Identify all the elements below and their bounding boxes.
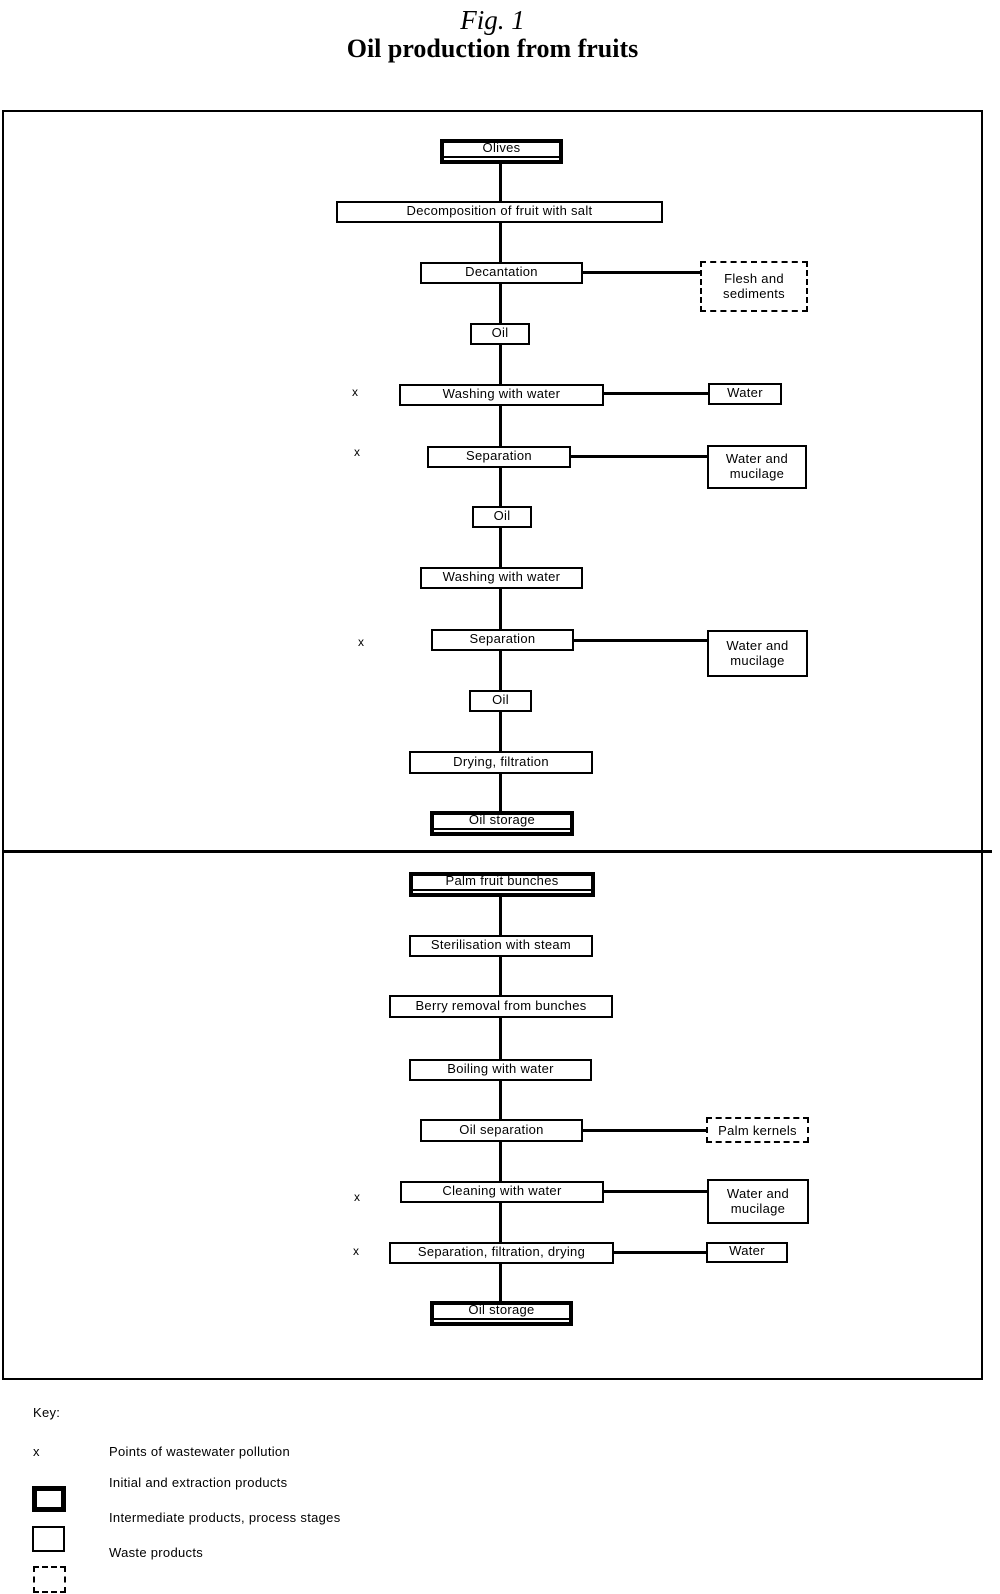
connector [499, 406, 502, 446]
node-drying-filtration: Drying, filtration [409, 751, 593, 774]
thin-box-icon [32, 1526, 65, 1552]
connector [499, 1081, 502, 1119]
figure-title: Oil production from fruits [346, 34, 639, 64]
node-separation-filtration-drying: Separation, filtration, drying [389, 1242, 614, 1264]
node-oil-3: Oil [469, 690, 532, 712]
connector [499, 589, 502, 629]
figure-label: Fig. 1 [460, 5, 525, 35]
pollution-marker: x [354, 445, 360, 459]
node-sterilisation: Sterilisation with steam [409, 935, 593, 957]
connector [499, 1018, 502, 1059]
connector [499, 284, 502, 323]
node-water-palm: Water [706, 1242, 788, 1263]
node-oil-separation: Oil separation [420, 1119, 583, 1142]
connector [499, 223, 502, 262]
node-water-olive: Water [708, 383, 782, 405]
node-separation-2: Separation [431, 629, 574, 651]
connector [499, 774, 502, 811]
title-block [0, 6, 985, 64]
pollution-marker: x [354, 1190, 360, 1204]
connector [499, 1264, 502, 1301]
connector [499, 651, 502, 690]
connector [571, 455, 707, 458]
node-oil-storage-palm: Oil storage [430, 1301, 573, 1326]
section-divider-line [2, 850, 992, 853]
node-oil-storage-olive: Oil storage [430, 811, 574, 836]
connector [499, 712, 502, 751]
connector [499, 163, 502, 201]
node-oil-1: Oil [470, 323, 530, 345]
connector [574, 639, 707, 642]
node-water-mucilage-2: Water and mucilage [707, 630, 808, 677]
pollution-marker: x [353, 1244, 359, 1258]
dashed-box-icon [33, 1566, 66, 1593]
key-initial-label: Initial and extraction products [109, 1475, 288, 1490]
node-palm-kernels: Palm kernels [706, 1117, 809, 1143]
key-heading: Key: [33, 1405, 61, 1420]
node-olives: Olives [440, 139, 563, 164]
node-washing-1: Washing with water [399, 384, 604, 406]
node-berry-removal: Berry removal from bunches [389, 995, 613, 1018]
pollution-marker: x [358, 635, 364, 649]
connector [499, 345, 502, 384]
node-washing-2: Washing with water [420, 567, 583, 589]
node-decomposition: Decomposition of fruit with salt [336, 201, 663, 223]
node-palm-fruit-bunches: Palm fruit bunches [409, 872, 595, 897]
node-cleaning: Cleaning with water [400, 1181, 604, 1203]
pollution-marker: x [352, 385, 358, 399]
key-intermediate-label: Intermediate products, process stages [109, 1510, 341, 1525]
connector [499, 897, 502, 935]
node-separation-1: Separation [427, 446, 571, 468]
key-waste-label: Waste products [109, 1545, 204, 1560]
key-pollution-symbol: x [33, 1444, 40, 1459]
connector [499, 1142, 502, 1181]
connector [499, 468, 502, 506]
connector [499, 528, 502, 567]
node-flesh-sediments: Flesh and sediments [700, 261, 808, 312]
node-water-mucilage-1: Water and mucilage [707, 445, 807, 489]
connector [499, 1203, 502, 1242]
connector [614, 1251, 706, 1254]
node-water-mucilage-3: Water and mucilage [707, 1179, 809, 1224]
node-decantation: Decantation [420, 262, 583, 284]
thick-box-icon [32, 1486, 66, 1512]
node-oil-2: Oil [472, 506, 532, 528]
connector [499, 957, 502, 995]
connector [583, 1129, 706, 1132]
key-pollution-label: Points of wastewater pollution [109, 1444, 290, 1459]
connector [604, 1190, 707, 1193]
connector [583, 271, 700, 274]
node-boiling: Boiling with water [409, 1059, 592, 1081]
connector [604, 392, 708, 395]
